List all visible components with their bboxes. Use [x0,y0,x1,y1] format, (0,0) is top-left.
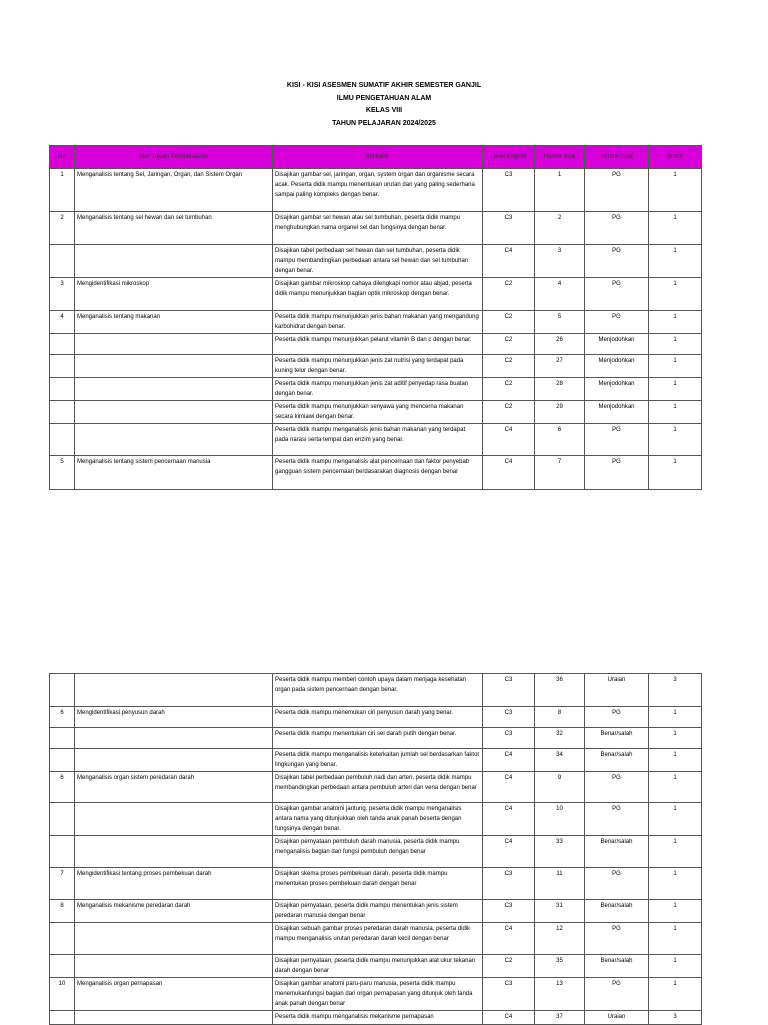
table-row [50,401,702,424]
table-cell-bentuk: PG [585,169,649,212]
header-bentuk-soal: Bentuk Soal [585,146,649,169]
table-cell-bentuk: PG [585,707,649,728]
table-cell-no [50,955,75,978]
table-cell-bobot: 1 [649,212,702,245]
table-cell-level: C4 [483,245,535,278]
table-cell-alur [75,836,273,868]
table-cell-bentuk: PG [585,923,649,955]
table-row [50,868,702,900]
table-cell-bobot: 1 [649,311,702,334]
table-row [50,212,702,245]
table-cell-nomor: 5 [535,311,585,334]
table-cell-alur [75,955,273,978]
table-cell-bobot: 1 [649,868,702,900]
table-cell-indikator: Peserta didik mampu menunjukkan senyawa yang mencerna makanan secara kimiawi dengan benar. [273,401,483,424]
table-row [50,278,702,311]
table-cell-bobot: 1 [649,900,702,923]
table-cell-nomor: 33 [535,836,585,868]
table-cell-alur: Menganalisis organ pernapasan [75,978,273,1011]
table-cell-no [50,401,75,424]
table-cell-bentuk: Benar/salah [585,900,649,923]
table-cell-alur [75,424,273,456]
table-cell-bentuk: Benar/salah [585,955,649,978]
table-cell-bobot: 1 [649,401,702,424]
table-cell-nomor: 35 [535,955,585,978]
table-cell-nomor: 3 [535,245,585,278]
table-cell-nomor: 4 [535,278,585,311]
table-cell-indikator: Disajikan tabel perbedaan pembuluh nadi dan arteri, peserta didik mampu membandingkan perbedaan antara pembuluh arteri dan vena dengan benar [273,772,483,803]
table-cell-nomor: 34 [535,749,585,772]
doc-subject: ILMU PENGETAHUAN ALAM [336,94,432,102]
table-cell-alur: Mengidentifikasi tentang proses pembekuan darah [75,868,273,900]
table-cell-alur: Menganalisis organ sistem peredaran darah [75,772,273,803]
table-row [50,728,702,749]
table-cell-bentuk: PG [585,278,649,311]
table-cell-alur: Menganalisis tentang makanan [75,311,273,334]
table-row [50,749,702,772]
table-cell-level: C2 [483,401,535,424]
table-cell-bobot: 1 [649,334,702,355]
table-cell-nomor: 36 [535,674,585,707]
document-title-block [0,80,768,130]
table-cell-level: C3 [483,868,535,900]
table-header-row [50,146,702,169]
table-cell-bentuk: Menjodohkan [585,334,649,355]
table-cell-level: C3 [483,169,535,212]
table-cell-nomor: 29 [535,401,585,424]
table-cell-level: C2 [483,955,535,978]
table-cell-alur [75,803,273,836]
table-cell-no: 1 [50,169,75,212]
table-cell-indikator: Peserta didik mampu menganalisis jenis bahan makanan yang terdapat pada narasi serta tempat dan enzim yang benar. [273,424,483,456]
table-cell-indikator: Peserta didik mampu menentukan ciri sel darah putih dengan benar. [273,728,483,749]
table-cell-bobot: 1 [649,749,702,772]
table-cell-bentuk: PG [585,803,649,836]
table-cell-level: C2 [483,311,535,334]
table-cell-nomor: 10 [535,803,585,836]
table-cell-bobot: 1 [649,803,702,836]
table-cell-level: C2 [483,378,535,401]
table-cell-bobot: 1 [649,245,702,278]
table-cell-alur: Menganalisis tentang sistem pencernaan manusia [75,456,273,490]
table-cell-bentuk: Benar/salah [585,749,649,772]
table-cell-level: C3 [483,674,535,707]
table-cell-nomor: 26 [535,334,585,355]
table-cell-level: C4 [483,836,535,868]
table-cell-nomor: 27 [535,355,585,378]
table-cell-bobot: 1 [649,836,702,868]
table-cell-alur [75,728,273,749]
table-cell-alur: Menganalisis tentang Sel, Jaringan, Organ, dan Sistem Organ [75,169,273,212]
table-row [50,456,702,490]
table-cell-bobot: 1 [649,978,702,1011]
table-cell-alur [75,245,273,278]
table-cell-no [50,424,75,456]
table-cell-alur: Menganalisis tentang sel hewan dan sel tumbuhan [75,212,273,245]
table-cell-no [50,334,75,355]
table-cell-bentuk: Benar/salah [585,728,649,749]
table-cell-bobot: 1 [649,169,702,212]
table-cell-nomor: 28 [535,378,585,401]
table-cell-indikator: Peserta didik mampu menganalisis mekanisme pernapasan [273,1011,483,1025]
table-cell-nomor: 11 [535,868,585,900]
table-row [50,674,702,707]
table-cell-indikator: Disajikan gambar sel, jaringan, organ, system organ dan organisme secara acak. Peserta didik mampu menentukan urutan dari yang paling sederhana sampai paling kompleks dengan benar. [273,169,483,212]
table-cell-level: C3 [483,707,535,728]
table-cell-no [50,728,75,749]
table-cell-no [50,803,75,836]
table-cell-indikator: Disajikan sebuah gambar proses peredaran darah manusia, peserta didik mampu menganalisis urutan peredaran darah kecil dengan benar [273,923,483,955]
doc-title: KISI - KISI ASESMEN SUMATIF AKHIR SEMESTER GANJIL [286,82,482,89]
table-row [50,311,702,334]
table-cell-level: C4 [483,456,535,490]
table-row [50,836,702,868]
table-cell-bentuk: PG [585,424,649,456]
table-cell-indikator: Peserta didik mampu menganalisis keterkaitan jumlah sel berdasarkan faktor lingkungan yang benar. [273,749,483,772]
table-cell-alur [75,378,273,401]
table-cell-alur [75,923,273,955]
doc-class: KELAS VIII [365,107,403,114]
table-cell-alur [75,401,273,424]
table-cell-nomor: 9 [535,772,585,803]
table-cell-bentuk: PG [585,978,649,1011]
kisi-table-part-1 [49,145,702,490]
table-cell-bobot: 1 [649,707,702,728]
table-cell-alur: Mengidentifikasi penyusun darah [75,707,273,728]
table-cell-nomor: 7 [535,456,585,490]
table-cell-indikator: Peserta didik mampu menunjukkan jenis zat nutrisi yang terdapat pada kuning telur dengan benar. [273,355,483,378]
table-cell-bentuk: PG [585,245,649,278]
table-cell-alur: Menganalisis mekanisme peredaran darah [75,900,273,923]
table-cell-bentuk: PG [585,868,649,900]
table-cell-level: C3 [483,900,535,923]
table-cell-bentuk: Benar/salah [585,836,649,868]
table-cell-no [50,749,75,772]
table-cell-no [50,245,75,278]
header-nomor-soal: Nomor Soal [535,146,585,169]
table-row [50,378,702,401]
table-cell-bentuk: PG [585,456,649,490]
table-cell-no [50,355,75,378]
table-row [50,923,702,955]
table-cell-indikator: Disajikan gambar anatomi jantung, peserta didik mampu menganalisis antara nama yang ditunjukkan oleh tanda anak panah beserta dengan fungsinya dengan benar. [273,803,483,836]
table-cell-nomor: 8 [535,707,585,728]
table-cell-bobot: 3 [649,1011,702,1025]
table-cell-level: C3 [483,212,535,245]
table-cell-level: C4 [483,772,535,803]
table-row [50,803,702,836]
table-cell-level: C4 [483,923,535,955]
table-cell-level: C2 [483,334,535,355]
table-cell-no: 4 [50,311,75,334]
table-cell-indikator: Disajikan skema proses pembekuan darah, peserta didik mampu menentukan proses pembekuan darah dengan benar [273,868,483,900]
table-cell-bentuk: PG [585,212,649,245]
table-cell-nomor: 12 [535,923,585,955]
table-cell-no [50,378,75,401]
table-cell-nomor: 2 [535,212,585,245]
table-cell-alur [75,1011,273,1025]
table-row [50,707,702,728]
table-row [50,245,702,278]
table-cell-indikator: Peserta didik mampu menemukan ciri penyusun darah yang benar. [273,707,483,728]
table-cell-no: 10 [50,978,75,1011]
table-cell-no [50,674,75,707]
table-cell-nomor: 37 [535,1011,585,1025]
table-cell-no [50,923,75,955]
table-cell-indikator: Disajikan gambar anatomi paru-paru manusia, peserta didik mampu menemukanfungsi bagian dari organ pernapasan yang ditunjuk oleh tanda anak panah dengan benar [273,978,483,1011]
header-alur-tujuan: Alur Tujuan Pembelajaran [75,146,273,169]
table-cell-bentuk: PG [585,311,649,334]
table-cell-no [50,1011,75,1025]
table-cell-bentuk: Uraian [585,674,649,707]
header-bobot: Bobot [649,146,702,169]
table-cell-indikator: Disajikan gambar mikroskop cahaya dilengkapi nomor atau abjad, peserta didik mampu menunjukkan bagian optik mikroskop dengan benar. [273,278,483,311]
table-cell-level: C3 [483,978,535,1011]
table-cell-alur [75,334,273,355]
table-row [50,169,702,212]
table-cell-bobot: 1 [649,456,702,490]
table-cell-level: C4 [483,803,535,836]
table-row [50,900,702,923]
table-cell-alur [75,355,273,378]
table-cell-bentuk: Menjodohkan [585,355,649,378]
table-row [50,978,702,1011]
table-cell-alur: Mengidentifikasi mikroskop [75,278,273,311]
table-cell-level: C4 [483,1011,535,1025]
table-cell-bobot: 1 [649,728,702,749]
table-cell-no: 6 [50,707,75,728]
table-cell-bentuk: Menjodohkan [585,378,649,401]
table-cell-bentuk: Menjodohkan [585,401,649,424]
table-cell-bentuk: PG [585,772,649,803]
table-cell-indikator: Peserta didik mampu menunjukkan pelarut vitamin B dan c dengan benar. [273,334,483,355]
table-row [50,1011,702,1025]
table-cell-bentuk: Uraian [585,1011,649,1025]
table-cell-indikator: Disajikan pernyataan pembuluh darah manusia, peserta didik mampu menganalisis bagian dan fungsi pembuluh dengan benar [273,836,483,868]
table-cell-bobot: 3 [649,674,702,707]
table-cell-no: 2 [50,212,75,245]
table-cell-no: 8 [50,900,75,923]
table-row [50,334,702,355]
header-indikator: Indikator [273,146,483,169]
table-cell-no [50,836,75,868]
table-cell-indikator: Peserta didik mampu memberi contoh upaya dalam menjaga kesehatan organ pada sistem pencernaan dengan benar. [273,674,483,707]
kisi-table-part-2 [49,673,702,1025]
table-cell-bobot: 1 [649,923,702,955]
table-cell-indikator: Disajikan pernyataan, peserta didik mampu menentukan jenis sistem peredaran manusia dengan benar [273,900,483,923]
table-cell-indikator: Peserta didik mampu menganalisis alat pencernaan dan faktor penyebab gangguan sistem pencernaan berdasarakan diagnosis dengan benar [273,456,483,490]
table-cell-alur [75,749,273,772]
table-cell-nomor: 32 [535,728,585,749]
table-cell-indikator: Disajikan tabel perbedaan sel hewan dan sel tumbuhan, peserta didik mampu membandingkan perbedaan antara sel hewan dan sel tumbuhan dengan benar. [273,245,483,278]
table-cell-level: C4 [483,424,535,456]
table-row [50,355,702,378]
table-cell-no: 5 [50,456,75,490]
table-cell-bobot: 1 [649,772,702,803]
table-row [50,772,702,803]
table-cell-no: 6 [50,772,75,803]
table-row [50,424,702,456]
table-cell-level: C3 [483,728,535,749]
table-cell-bobot: 1 [649,955,702,978]
table-cell-nomor: 13 [535,978,585,1011]
table-cell-nomor: 6 [535,424,585,456]
table-cell-bobot: 1 [649,278,702,311]
table-cell-alur [75,674,273,707]
table-cell-bobot: 1 [649,378,702,401]
table-cell-indikator: Disajikan gambar sel hewan atau sel tumbuhan, peserta didik mampu menghubungkan nama organel sel dan fungsinya dengan benar. [273,212,483,245]
table-cell-bobot: 1 [649,355,702,378]
table-row [50,955,702,978]
header-no: No [50,146,75,169]
table-cell-indikator: Peserta didik mampu menunjukkan jenis zat aditif penyedap rasa buatan dengan benar. [273,378,483,401]
table-cell-bobot: 1 [649,424,702,456]
table-cell-level: C4 [483,749,535,772]
table-cell-nomor: 31 [535,900,585,923]
table-cell-no: 7 [50,868,75,900]
table-cell-level: C2 [483,278,535,311]
table-cell-indikator: Disajikan pernyataan, peserta didik mampu menunjukkan alat ukur tekanan darah dengan benar [273,955,483,978]
table-cell-no: 3 [50,278,75,311]
table-cell-nomor: 1 [535,169,585,212]
doc-year: TAHUN PELAJARAN 2024/2025 [332,119,436,127]
header-level-kognitif: Level Kognitif [483,146,535,169]
table-cell-level: C2 [483,355,535,378]
table-cell-indikator: Peserta didik mampu menunjukkan jenis bahan makanan yang mengandung karbohidrat dengan benar. [273,311,483,334]
